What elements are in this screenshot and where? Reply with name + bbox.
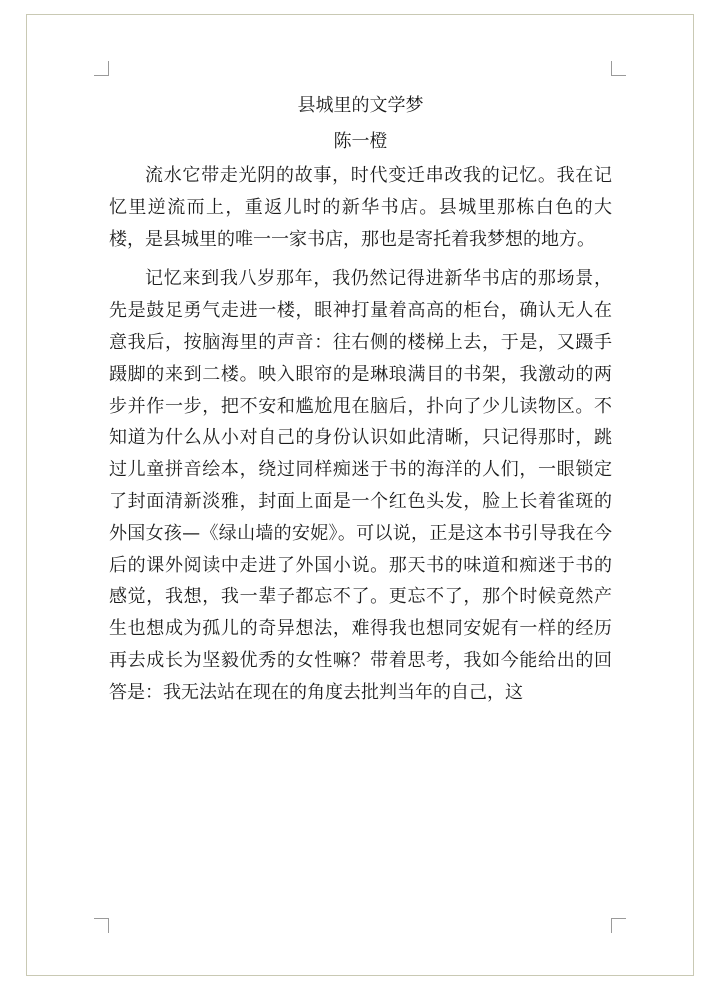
margin-corner-top-left [94,61,109,76]
margin-corner-bottom-left [94,918,109,933]
margin-corner-top-right [611,61,626,76]
paragraph: 记忆来到我八岁那年，我仍然记得进新华书店的那场景，先是鼓足勇气走进一楼，眼神打量着高高的柜台，确认无人在意我后，按脑海里的声音：往右侧的楼梯上去，于是，又蹑手蹑脚的来到二楼。映入眼帘的是琳琅满目的书架，我激动的两步并作一步，把不安和尴尬甩在脑后，扑向了少儿读物区。不知道为什么从小对自己的身份认识如此清晰，只记得那时，跳过儿童拼音绘本，绕过同样痴迷于书的海洋的人们，一眼锁定了封面清新淡雅，封面上面是一个红色头发，脸上长着雀斑的外国女孩—《绿山墙的安妮》。可以说，正是这本书引导我在今后的课外阅读中走进了外国小说。那天书的味道和痴迷于书的感觉，我想，我一辈子都忘不了。更忘不了，那个时候竟然产生也想成为孤儿的奇异想法，难得我也想同安妮有一样的经历再去成长为坚毅优秀的女性嘛？带着思考，我如今能给出的回答是：我无法站在现在的角度去批判当年的自己，这 [109,268,612,703]
document-author: 陈一橙 [333,131,388,152]
paragraph: 流水它带走光阴的故事，时代变迁串改我的记忆。我在记忆里逆流而上，重返儿时的新华书店。县城里那栋白色的大楼，是县城里的唯一一家书店，那也是寄托着我梦想的地方。 [109,165,612,250]
document-title: 县城里的文学梦 [297,95,424,116]
margin-corner-bottom-right [611,918,626,933]
document-body [109,88,612,709]
